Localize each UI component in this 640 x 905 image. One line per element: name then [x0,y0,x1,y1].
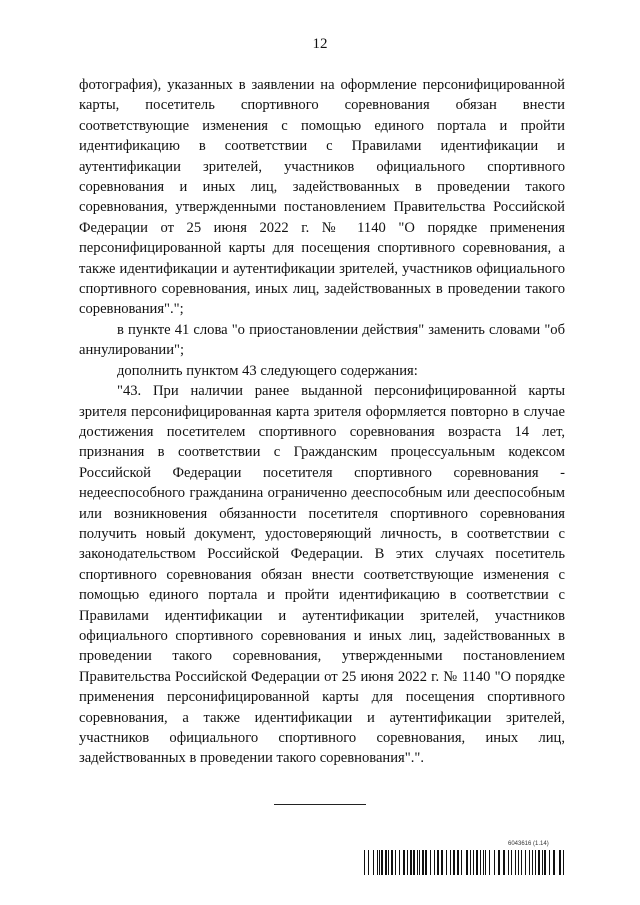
barcode-bar [391,850,393,875]
barcode-bar [559,850,561,875]
barcode-bar [377,850,378,875]
barcode-bar [511,850,512,875]
barcode-bar [480,850,481,875]
barcode-bar [521,850,522,875]
barcode-bar [553,850,555,875]
barcode-bar [410,850,412,875]
barcode-bar [422,850,424,875]
barcode-bar [395,850,396,875]
barcode-bar [385,850,387,875]
barcode-bar [563,850,564,875]
barcode-bar [508,850,509,875]
barcode-bar [461,850,462,875]
barcode-bar [535,850,536,875]
barcode-bar [381,850,383,875]
barcode-bar [473,850,474,875]
barcode-bar [419,850,420,875]
barcode-bar [373,850,374,875]
barcode-bar [466,850,468,875]
barcode-icon [364,850,566,875]
page-number: 12 [312,36,328,52]
barcode-bar [364,850,365,875]
body-text [79,75,565,769]
barcode-bar [503,850,505,875]
barcode-bar [525,850,526,875]
barcode-bar [542,850,543,875]
barcode-bar [457,850,459,875]
barcode-bar [388,850,389,875]
barcode-bar [549,850,550,875]
paragraph-add-point-43: дополнить пунктом 43 следующего содержания: [117,362,418,379]
barcode-bar [476,850,478,875]
barcode-bar [485,850,486,875]
barcode-bar [494,850,495,875]
barcode-bar [407,850,408,875]
barcode-bar [532,850,533,875]
barcode-bar [446,850,447,875]
barcode-bar [434,850,435,875]
barcode-bar [403,850,405,875]
barcode-bar [379,850,380,875]
barcode-bar [399,850,400,875]
barcode-bar [518,850,519,875]
barcode-bar [441,850,443,875]
paragraph-continuation: фотография), указанных в заявлении на оформление персонифицированной карты, посетитель спортивного соревнования обязан внести соответствующие изменения с помощью единого портала и пройти идентификацию в соответствии с Правилами идентификации и аутентификации зрителей, участников официального спортивного соревнования и иных лиц, задействованных в проведении такого соревнования, утвержденными постановлением Правительства Российской Федерации от 25 июня 2022 г. № 1140 "О порядке применения персонифицированной карты для посещения спортивного соревнования, а также идентификации и аутентификации зрителей, участников официального спортивного соревнования, иных лиц, задействованных в проведении такого соревнования"."; [79,77,565,318]
barcode-bar [368,850,369,875]
barcode-bar [529,850,530,875]
barcode-bar [483,850,484,875]
barcode-bar [538,850,540,875]
barcode-bar [437,850,439,875]
barcode-bar [498,850,500,875]
document-code: 6043616 (1.14) [508,841,549,847]
paragraph-point-41: в пункте 41 слова "о приостановлении действия" заменить словами "об аннулировании"; [79,321,565,359]
barcode-bar [515,850,516,875]
barcode-bar [425,850,427,875]
barcode-bar [453,850,455,875]
barcode-bar [544,850,546,875]
barcode-bar [413,850,415,875]
end-rule [274,804,366,805]
barcode-bar [470,850,471,875]
paragraph-point-43-text: "43. При наличии ранее выданной персонифицированной карты зрителя персонифицированная карта зрителя оформляется повторно в случае достижения посетителем спортивного соревнования возраста 14 лет, признания в соответствии с Гражданским процессуальным кодексом Российской Федерации посетителя спортивного соревнования - недееспособного гражданина ограниченно дееспособным или дееспособным или возникновения обязанности посетителя спортивного соревнования получить новый документ, удостоверяющий личность, в соответствии с законодательством Российской Федерации. В этих случаях посетитель спортивного соревнования обязан внести соответствующие изменения с помощью единого портала и пройти идентификацию в соответствии с Правилами идентификации и аутентификации зрителей, участников официального спортивного соревнования и иных лиц, задействованных в проведении такого соревнования, утвержденными постановлением Правительства Российской Федерации от 25 июня 2022 г. № 1140 "О порядке применения персонифицированной карты для посещения спортивного соревнования, а также идентификации и аутентификации зрителей, участников официального спортивного соревнования, иных лиц, задействованных в проведении такого соревнования".". [79,383,565,767]
barcode-bar [489,850,490,875]
barcode-bar [430,850,431,875]
barcode-bar [417,850,418,875]
barcode-bar [450,850,451,875]
